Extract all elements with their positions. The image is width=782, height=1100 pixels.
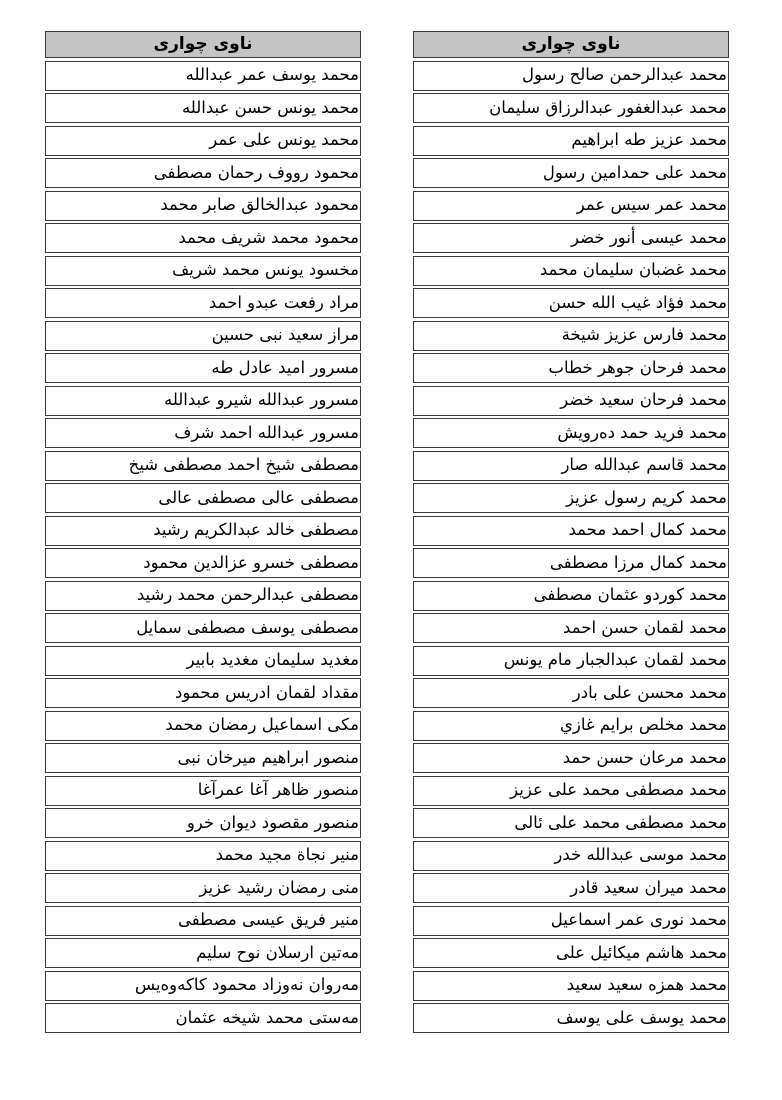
person-name: منصور ابراهيم ميرخان نبى <box>177 747 359 767</box>
person-name: محمد كمال احمد محمد <box>568 520 727 540</box>
person-name: محمد فرحان جوهر خطاب <box>548 357 727 377</box>
person-name: مصطفى خسرو عزالدين محمود <box>143 552 359 572</box>
person-name: محمد ميران سعيد قادر <box>570 877 727 897</box>
person-name: مراد رفعت عبدو احمد <box>208 292 359 312</box>
person-name: مه‌ستى محمد شيخه عثمان <box>175 1007 359 1027</box>
person-name: محمد يوسف عمر عبدالله <box>185 65 359 85</box>
person-name: محمد يونس حسن عبدالله <box>181 97 359 117</box>
table-row <box>45 386 361 416</box>
table-row <box>413 711 729 741</box>
person-name: منير فريق عيسى مصطفى <box>177 910 359 930</box>
table-row <box>45 776 361 806</box>
person-name: محمد موسى عبدالله خدر <box>554 845 727 865</box>
table-row <box>45 418 361 448</box>
person-name: محمد عزيز طه ابراهيم <box>571 130 727 150</box>
table-row <box>45 938 361 968</box>
person-name: مه‌تين ارسلان نوح سليم <box>196 942 359 962</box>
person-name: مخسود يونس محمد شريف <box>172 260 359 280</box>
table-row <box>45 743 361 773</box>
person-name: محمد غضبان سليمان محمد <box>539 260 727 280</box>
person-name: منى رمضان رشيد عزيز <box>199 877 359 897</box>
person-name: محمود عبدالخالق صابر محمد <box>160 195 359 215</box>
table-row <box>413 61 729 91</box>
person-name: منصور مقصود ديوان خرو <box>186 812 359 832</box>
table-header-label: ناوی چواری <box>153 34 253 54</box>
table-row <box>413 353 729 383</box>
person-name: محمد مرعان حسن حمد <box>562 747 727 767</box>
table-row <box>413 483 729 513</box>
person-name: مغديد سليمان مغديد بابير <box>186 650 359 670</box>
person-name: محمد لقمان حسن احمد <box>563 617 727 637</box>
table-row <box>413 971 729 1001</box>
table-row <box>45 808 361 838</box>
table-row <box>413 126 729 156</box>
table-row <box>413 158 729 188</box>
table-row <box>45 223 361 253</box>
table-row <box>413 581 729 611</box>
person-name: محمود محمد شريف محمد <box>178 227 359 247</box>
person-name: محمد يونس على عمر <box>209 130 359 150</box>
person-name: محمد محسن على بادر <box>572 682 727 702</box>
table-row <box>413 288 729 318</box>
table-row <box>413 646 729 676</box>
table-row <box>413 548 729 578</box>
table-row <box>45 321 361 351</box>
table-row <box>45 581 361 611</box>
table-row <box>45 288 361 318</box>
table-row <box>413 613 729 643</box>
table-row <box>45 353 361 383</box>
table-row <box>45 516 361 546</box>
person-name: محمد مصطفى محمد على عزيز <box>510 780 727 800</box>
person-name: محمد عمر سيس عمر <box>576 195 727 215</box>
person-name: مصطفى عالى مصطفى عالى <box>158 487 359 507</box>
table-row <box>413 418 729 448</box>
table-row <box>413 743 729 773</box>
table-row <box>45 483 361 513</box>
table-row <box>45 1003 361 1033</box>
names-table-left <box>45 31 361 1036</box>
table-rows <box>45 61 361 1034</box>
table-row <box>45 93 361 123</box>
person-name: محمد كوردو عثمان مصطفى <box>533 585 727 605</box>
person-name: محمد كريم رسول عزيز <box>566 487 727 507</box>
table-row <box>45 126 361 156</box>
person-name: محمد كمال مرزا مصطفى <box>549 552 727 572</box>
person-name: منير نجاة مجيد محمد <box>215 845 359 865</box>
person-name: محمد فؤاد غيب الله حسن <box>548 292 727 312</box>
table-row <box>45 451 361 481</box>
person-name: محمد قاسم عبدالله صار <box>561 455 727 475</box>
person-name: مسرور اميد عادل طه <box>211 357 359 377</box>
table-row <box>413 386 729 416</box>
table-row <box>413 451 729 481</box>
person-name: محمد على حمدامين رسول <box>542 162 727 182</box>
table-row <box>45 711 361 741</box>
table-row <box>413 321 729 351</box>
table-row <box>45 256 361 286</box>
table-row <box>413 841 729 871</box>
table-header-label: ناوی چواری <box>521 34 621 54</box>
table-row <box>413 776 729 806</box>
table-row <box>413 906 729 936</box>
table-row <box>413 938 729 968</box>
person-name: محمد عبدالرحمن صالح رسول <box>522 65 727 85</box>
table-row <box>45 613 361 643</box>
person-name: مسرور عبدالله شيرو عبدالله <box>163 390 359 410</box>
person-name: محمد لقمان عبدالجبار مام يونس <box>503 650 727 670</box>
table-row <box>413 191 729 221</box>
person-name: محمد نورى عمر اسماعيل <box>550 910 727 930</box>
person-name: مسرور عبدالله احمد شرف <box>174 422 359 442</box>
person-name: مصطفى عبدالرحمن محمد رشيد <box>136 585 359 605</box>
person-name: مه‌روان نه‌وزاد محمود كاكه‌وه‌يس <box>134 975 359 995</box>
table-rows <box>413 61 729 1034</box>
person-name: مكى اسماعيل رمضان محمد <box>165 715 359 735</box>
table-header <box>45 31 361 58</box>
names-table-right <box>413 31 729 1036</box>
table-header <box>413 31 729 58</box>
person-name: مصطفى يوسف مصطفى سمايل <box>136 617 359 637</box>
table-row <box>413 678 729 708</box>
table-row <box>45 646 361 676</box>
table-row <box>45 971 361 1001</box>
person-name: محمد مخلص برايم غازي <box>560 715 727 735</box>
person-name: منصور ظاهر آغا عمرآغا <box>197 780 359 800</box>
person-name: محمد عبدالغفور عبدالرزاق سليمان <box>489 97 727 117</box>
person-name: مراز سعيد نبى حسين <box>211 325 359 345</box>
table-row <box>45 873 361 903</box>
person-name: محمد هاشم ميكائيل على <box>555 942 727 962</box>
person-name: محمد عيسى أنور خضر <box>570 227 727 247</box>
table-row <box>413 256 729 286</box>
person-name: محمد همزه سعيد سعيد <box>566 975 727 995</box>
table-row <box>45 678 361 708</box>
person-name: مصطفى خالد عبدالكريم رشيد <box>153 520 359 540</box>
table-row <box>413 223 729 253</box>
table-row <box>45 191 361 221</box>
person-name: محمد فارس عزيز شيخة <box>561 325 727 345</box>
person-name: محمد فرحان سعيد خضر <box>560 390 727 410</box>
table-row <box>413 1003 729 1033</box>
table-row <box>45 548 361 578</box>
table-row <box>413 873 729 903</box>
table-row <box>413 516 729 546</box>
table-row <box>413 93 729 123</box>
table-row <box>45 841 361 871</box>
person-name: محمود رووف رحمان مصطفى <box>153 162 359 182</box>
table-row <box>45 61 361 91</box>
table-row <box>45 158 361 188</box>
person-name: محمد مصطفى محمد على ئالى <box>514 812 727 832</box>
table-row <box>413 808 729 838</box>
person-name: محمد فريد حمد ده‌رويش <box>557 422 727 442</box>
person-name: محمد يوسف على يوسف <box>556 1007 727 1027</box>
person-name: مقداد لقمان ادريس محمود <box>175 682 359 702</box>
person-name: مصطفى شيخ احمد مصطفى شيخ <box>128 455 359 475</box>
table-row <box>45 906 361 936</box>
